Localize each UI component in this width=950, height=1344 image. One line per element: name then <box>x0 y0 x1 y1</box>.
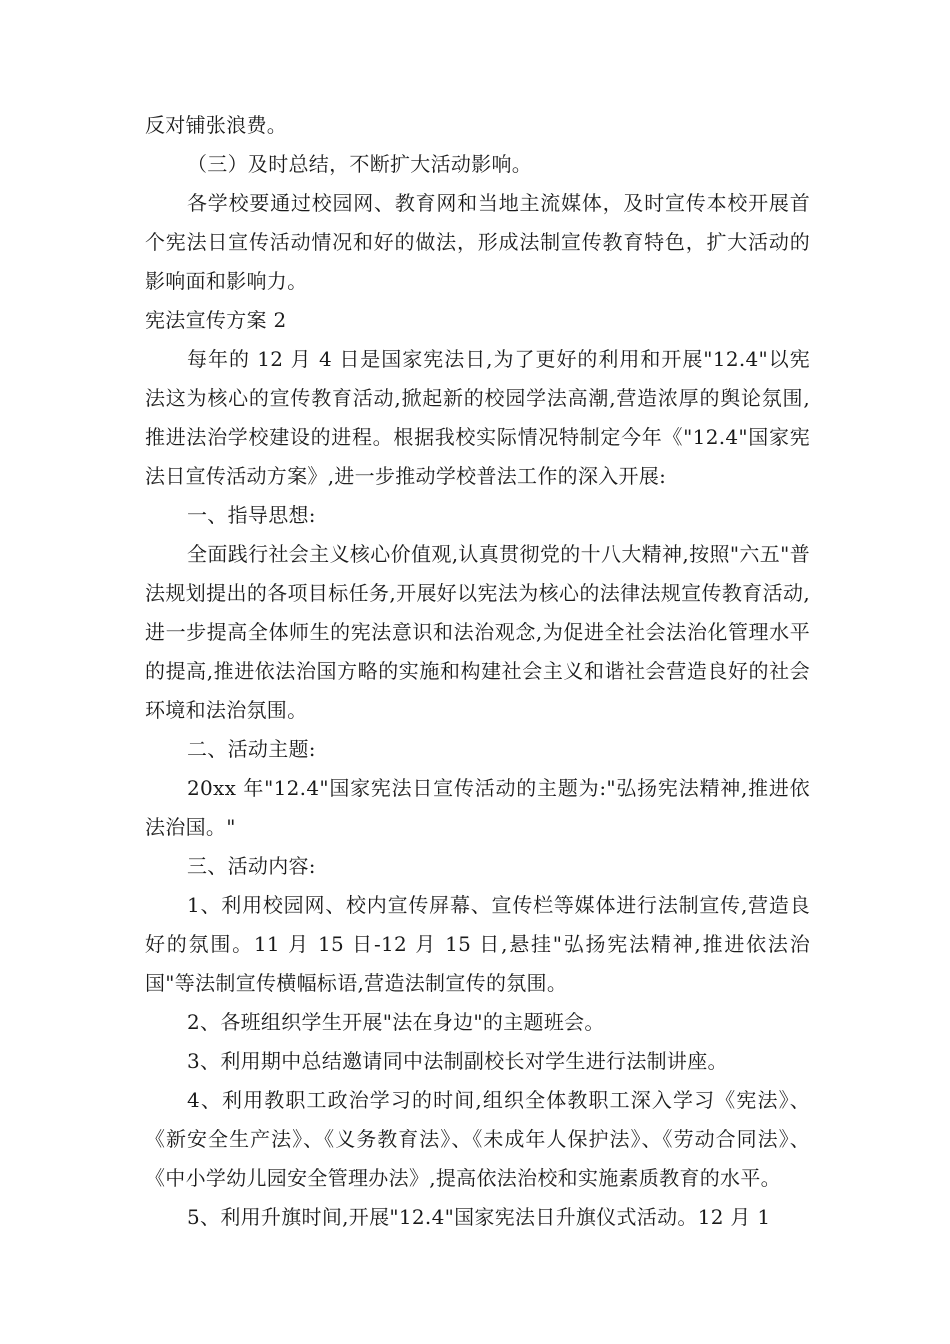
list-item-3: 3、利用期中总结邀请同中法制副校长对学生进行法制讲座。 <box>187 1049 728 1073</box>
section-heading-summary: （三）及时总结，不断扩大活动影响。 <box>187 152 533 176</box>
list-item-1: 1、利用校园网、校内宣传屏幕、宣传栏等媒体进行法制宣传,营造良好的氛围。11 月 15 日-12 月 15 日,悬挂"弘扬宪法精神,推进依法治国"等法制宣传横幅标语,营造法制宣传的氛围。 <box>145 893 810 995</box>
paragraph-publicity: 各学校要通过校园网、教育网和当地主流媒体，及时宣传本校开展首个宪法日宣传活动情况和好的做法，形成法制宣传教育特色，扩大活动的影响面和影响力。 <box>145 191 810 293</box>
paragraph-activity-theme: 20xx 年"12.4"国家宪法日宣传活动的主题为:"弘扬宪法精神,推进依法治国。" <box>145 776 810 839</box>
list-item-5: 5、利用升旗时间,开展"12.4"国家宪法日升旗仪式活动。12 月 1 <box>187 1205 771 1229</box>
paragraph-continuation: 反对铺张浪费。 <box>145 113 288 137</box>
paragraph-intro: 每年的 12 月 4 日是国家宪法日,为了更好的利用和开展"12.4"以宪法这为核心的宣传教育活动,掀起新的校园学法高潮,营造浓厚的舆论氛围,推进法治学校建设的进程。根据我校实际情况特制定今年《"12.4"国家宪法日宣传活动方案》,进一步推动学校普法工作的深入开展: <box>145 347 810 488</box>
paragraph-guiding-thought: 全面践行社会主义核心价值观,认真贯彻党的十八大精神,按照"六五"普法规划提出的各项目标任务,开展好以宪法为核心的法律法规宣传教育活动,进一步提高全体师生的宪法意识和法治观念,为促进全社会法治化管理水平的提高,推进依法治国方略的实施和构建社会主义和谐社会营造良好的社会环境和法治氛围。 <box>145 542 810 722</box>
heading-activity-theme: 二、活动主题: <box>187 737 316 761</box>
list-item-2: 2、各班组织学生开展"法在身边"的主题班会。 <box>187 1010 605 1034</box>
document-body <box>145 106 810 1237</box>
heading-guiding-thought: 一、指导思想: <box>187 503 316 527</box>
document-section-title: 宪法宣传方案 2 <box>145 308 287 332</box>
list-item-4: 4、利用教职工政治学习的时间,组织全体教职工深入学习《宪法》、《新安全生产法》、《义务教育法》、《未成年人保护法》、《劳动合同法》、《中小学幼儿园安全管理办法》,提高依法治校和实施素质教育的水平。 <box>145 1088 810 1190</box>
heading-activity-content: 三、活动内容: <box>187 854 316 878</box>
